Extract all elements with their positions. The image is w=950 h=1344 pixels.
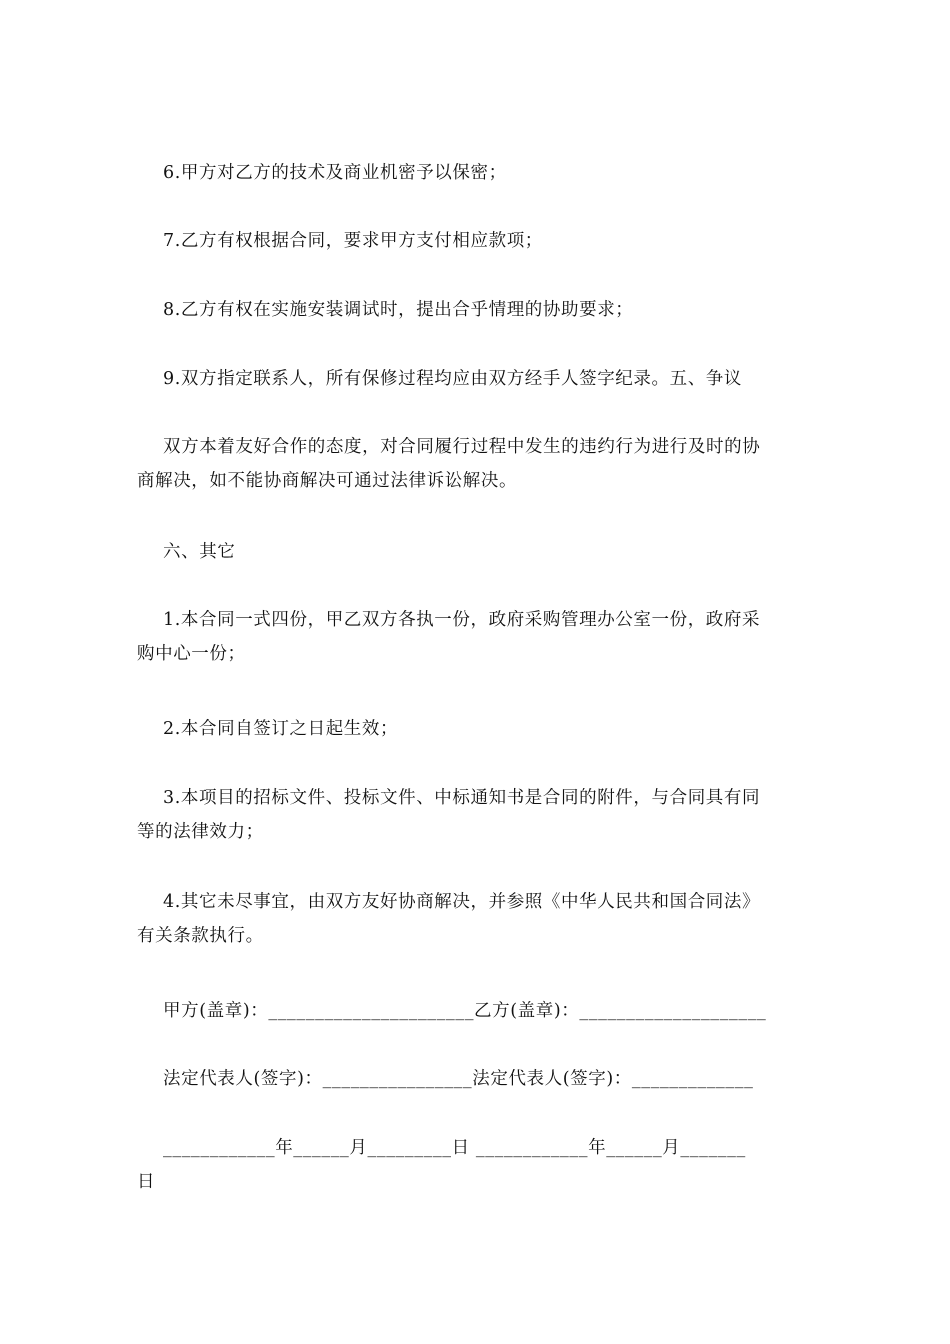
- section-heading-others-text: 六、其它: [163, 542, 236, 562]
- others-clause-1-line-1: 1.本合同一式四份，甲乙双方各执一份，政府采购管理办公室一份，政府采: [163, 610, 761, 630]
- party-seal-line-text: 甲方(盖章)：______________________乙方(盖章)：____________________: [163, 1001, 767, 1021]
- date-line-line-1: ____________年______月_________日 ____________年______月_______: [163, 1138, 746, 1158]
- clause-9: [137, 362, 833, 396]
- dispute-paragraph-line-2: 商解决，如不能协商解决可通过法律诉讼解决。: [137, 471, 518, 491]
- clause-7: [137, 224, 833, 258]
- others-clause-1: [137, 603, 807, 671]
- date-line-line-2: 日: [137, 1172, 156, 1192]
- clause-6-line-1: 6.甲方对乙方的技术及商业机密予以保密；: [163, 163, 507, 183]
- others-clause-3-line-1: 3.本项目的招标文件、投标文件、中标通知书是合同的附件，与合同具有同: [163, 788, 761, 808]
- dispute-paragraph-line-1: 双方本着友好合作的态度，对合同履行过程中发生的违约行为进行及时的协: [163, 437, 761, 457]
- clause-8: [137, 293, 833, 327]
- others-clause-3: [137, 781, 807, 849]
- clause-6: [137, 156, 833, 190]
- others-clause-2-line-1: 2.本合同自签订之日起生效；: [163, 719, 399, 739]
- others-clause-1-line-2: 购中心一份；: [137, 644, 246, 664]
- others-clause-4: [137, 885, 807, 953]
- dispute-paragraph: [137, 430, 807, 498]
- section-heading-others: [137, 535, 833, 569]
- clause-8-line-1: 8.乙方有权在实施安装调试时，提出合乎情理的协助要求；: [163, 300, 634, 320]
- others-clause-4-line-2: 有关条款执行。: [137, 926, 264, 946]
- others-clause-4-line-1: 4.其它未尽事宜，由双方友好协商解决，并参照《中华人民共和国合同法》: [163, 892, 761, 912]
- date-line: [137, 1131, 807, 1199]
- legal-rep-signature-line-text: 法定代表人(签字)：________________法定代表人(签字)：_____________: [163, 1069, 754, 1089]
- party-seal-line: [137, 994, 833, 1028]
- clause-7-line-1: 7.乙方有权根据合同，要求甲方支付相应款项；: [163, 231, 543, 251]
- clause-9-line-1: 9.双方指定联系人，所有保修过程均应由双方经手人签字纪录。五、争议: [163, 369, 742, 389]
- others-clause-2: [137, 712, 833, 746]
- legal-rep-signature-line: [137, 1062, 833, 1096]
- others-clause-3-line-2: 等的法律效力；: [137, 822, 264, 842]
